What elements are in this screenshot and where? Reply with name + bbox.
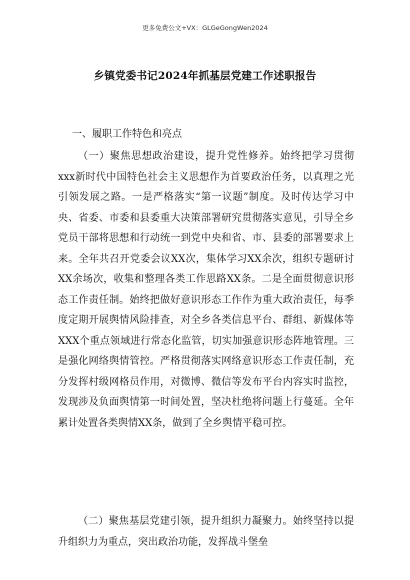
document-title: 乡镇党委书记2024年抓基层党建工作述职报告 bbox=[93, 70, 317, 82]
paragraph-2: （二）聚焦基层党建引领，提升组织力凝聚力。始终坚持以提升组织力为重点，突出政治功能，发挥战斗堡垒 bbox=[58, 516, 354, 548]
section-heading: 一、履职工作特色和亮点 bbox=[72, 129, 182, 140]
header-note: 更多免费公文+VX：GLGeGongWen2024 bbox=[142, 24, 268, 32]
paragraph-1: （一）聚焦思想政治建设，提升党性修养。始终把学习贯彻xxx新时代中国特色社会主义思想作为首要政治任务，以真理之光引领发展之路。一是严格落实“第一议题”制度。及时传达学习中央、省委、市委和县委重大决策部署研究贯彻落实意见，引导全乡党员干部将思想和行动统一到党中央和省、市、县委的部署要求上来。全年共召开党委会议XX次，集体学习XX余次，组织专题研讨XX余场次，收集和整理各类工作思路XX条。二是全面贯彻意识形态工作责任制。始终把做好意识形态工作作为重大政治责任，每季度定期开展舆情风险排查，对全乡各类信息平台、群组、新媒体等XXX个重点领域进行常态化监管，切实加强意识形态阵地管理。三是强化网络舆情管控。严格贯彻落实网络意识形态工作责任制，充分发挥村级网格员作用，对微博、微信等发布平台内容实时监控，发现涉及负面舆情第一时间处置，坚决杜绝将问题上行蔓延。全年累计处置各类舆情XX条，做到了全乡舆情平稳可控。 bbox=[58, 151, 354, 429]
